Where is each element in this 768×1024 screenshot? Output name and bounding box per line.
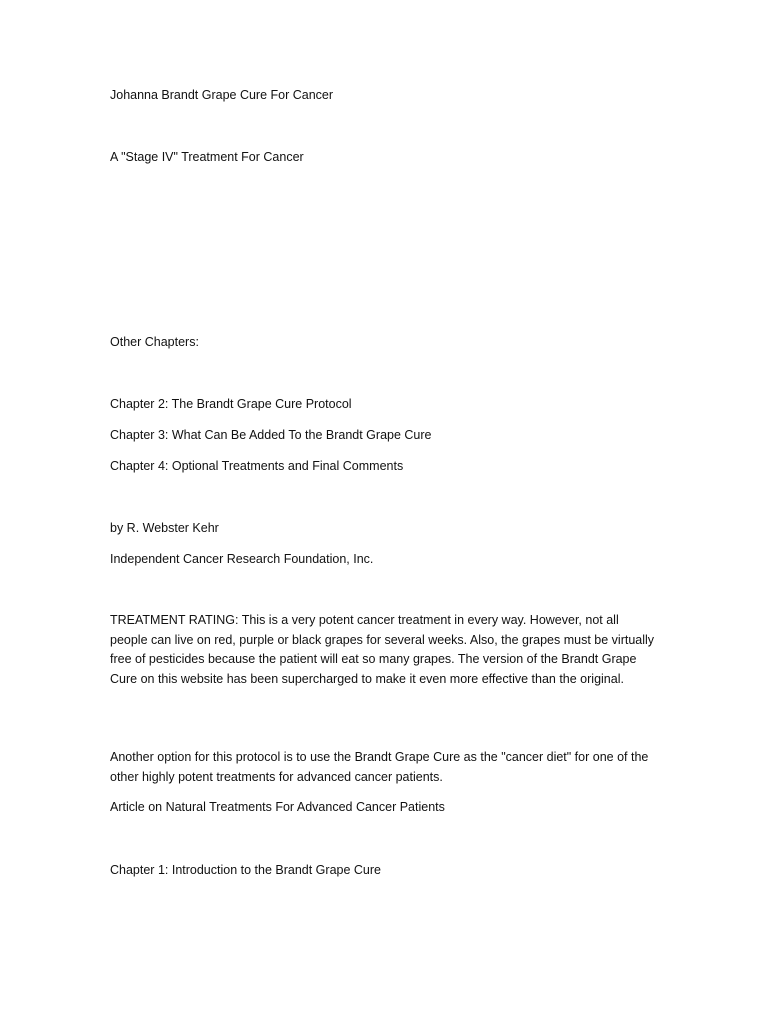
chapter-3-link[interactable]: Chapter 3: What Can Be Added To the Brandt Grape Cure <box>110 428 432 442</box>
chapter-2-link[interactable]: Chapter 2: The Brandt Grape Cure Protocol <box>110 397 352 411</box>
chapter-4-link[interactable]: Chapter 4: Optional Treatments and Final Comments <box>110 459 404 473</box>
document-title: Johanna Brandt Grape Cure For Cancer <box>110 88 334 102</box>
document-subtitle: A "Stage IV" Treatment For Cancer <box>110 150 304 164</box>
other-chapters-heading: Other Chapters: <box>110 335 199 349</box>
author-byline: by R. Webster Kehr <box>110 521 219 535</box>
advanced-treatments-article-link[interactable]: Article on Natural Treatments For Advanced Cancer Patients <box>110 800 445 814</box>
chapter-1-heading: Chapter 1: Introduction to the Brandt Grape Cure <box>110 863 381 877</box>
treatment-rating-paragraph: TREATMENT RATING: This is a very potent cancer treatment in every way. However, not all people can live on red, purple or black grapes for several weeks. Also, the grapes must be virtually free of pesticides because the patient will eat so many grapes. The version of the Brandt Grape Cure on this website has been supercharged to make it even more effective than the original. <box>110 613 655 686</box>
another-option-paragraph: Another option for this protocol is to use the Brandt Grape Cure as the "cancer diet" for one of the other highly potent treatments for advanced cancer patients. <box>110 750 649 784</box>
organization-name: Independent Cancer Research Foundation, Inc. <box>110 552 374 566</box>
